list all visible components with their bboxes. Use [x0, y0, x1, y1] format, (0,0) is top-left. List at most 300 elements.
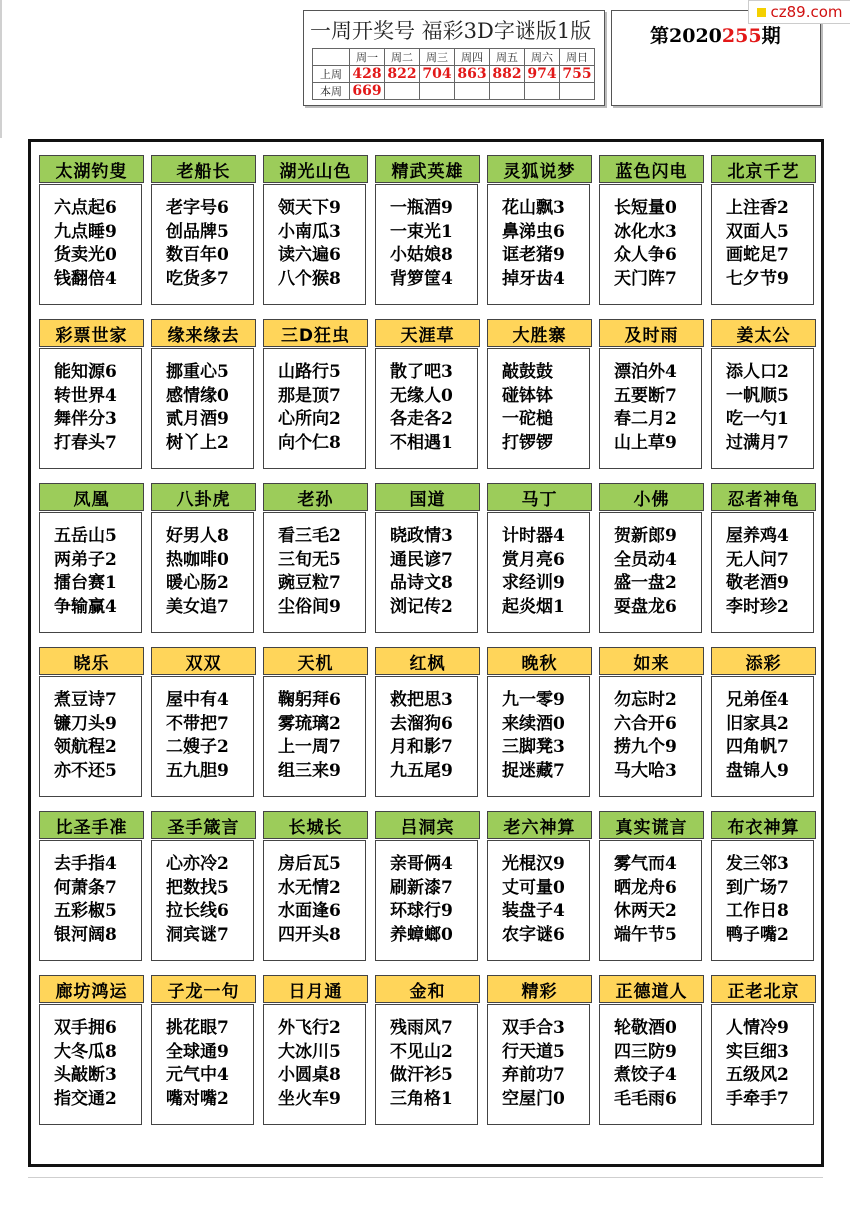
riddle-line: 不相遇1 [390, 432, 453, 453]
riddle-line: 弃前功7 [502, 1065, 565, 1085]
corner-cell [313, 49, 350, 66]
draw-number: 863 [455, 66, 490, 83]
riddle-line: 好男人8 [166, 526, 229, 546]
riddle-line: 能知源6 [54, 362, 117, 382]
riddle-line: 双面人5 [726, 221, 789, 242]
riddle-card [262, 645, 369, 799]
riddle-line: 吃货多7 [166, 268, 229, 289]
riddle-line: 五九胆9 [166, 760, 229, 781]
riddle-body [599, 840, 702, 961]
riddle-line: 九一零9 [502, 690, 565, 710]
riddle-line: 豌豆粒7 [278, 573, 341, 593]
riddle-line: 盘锦人9 [726, 760, 789, 781]
riddle-line: 九五尾9 [390, 760, 453, 781]
riddle-author: 大胜寨 [487, 319, 592, 347]
riddle-card [38, 809, 145, 963]
riddle-body [39, 512, 142, 633]
riddle-author: 正德道人 [599, 975, 704, 1003]
riddle-card [486, 973, 593, 1127]
riddle-line: 吃一勺1 [726, 409, 789, 429]
riddle-line: 贺新郎9 [614, 526, 677, 546]
riddle-line: 组三来9 [278, 760, 341, 781]
riddle-author: 如来 [599, 647, 704, 675]
riddle-body [599, 676, 702, 797]
riddle-line: 双手拥6 [54, 1018, 117, 1038]
riddle-line: 掉牙齿4 [502, 268, 565, 289]
riddle-body [711, 512, 814, 633]
riddle-author: 金和 [375, 975, 480, 1003]
riddle-line: 六点起6 [54, 198, 117, 218]
riddle-line: 春二月2 [614, 409, 677, 429]
draw-number [455, 83, 490, 100]
riddle-line: 创品牌5 [166, 221, 229, 242]
riddle-body [263, 676, 366, 797]
riddle-body [375, 348, 478, 469]
riddle-card [262, 809, 369, 963]
draw-number [490, 83, 525, 100]
riddle-line: 全员动4 [614, 549, 677, 570]
riddle-line: 拉长线6 [166, 901, 229, 921]
riddle-line: 环球行9 [390, 901, 453, 921]
riddle-line: 银河阔8 [54, 924, 117, 945]
issue-id: 255 [721, 25, 762, 47]
riddle-line: 四三防9 [614, 1041, 677, 1062]
riddle-line: 天门阵7 [614, 268, 677, 289]
riddle-body [711, 676, 814, 797]
day-header: 周五 [490, 49, 525, 66]
riddle-line: 毛毛雨6 [614, 1088, 677, 1109]
riddle-author: 廊坊鸿运 [39, 975, 144, 1003]
riddle-line: 擂台赛1 [54, 573, 117, 593]
riddle-author: 老船长 [151, 155, 256, 183]
riddle-card [374, 481, 481, 635]
riddle-line: 五要断7 [614, 385, 677, 406]
riddle-card [38, 645, 145, 799]
riddle-card [598, 481, 705, 635]
riddle-line: 货卖光0 [54, 245, 117, 265]
riddle-author: 姜太公 [711, 319, 816, 347]
riddle-line: 领天下9 [278, 198, 341, 218]
riddle-line: 嘴对嘴2 [166, 1088, 229, 1109]
riddle-line: 马大哈3 [614, 760, 677, 781]
riddle-line: 一瓶酒9 [390, 198, 453, 218]
riddle-author: 天机 [263, 647, 368, 675]
riddle-line: 过满月7 [726, 432, 789, 453]
riddle-line: 读六遍6 [278, 245, 341, 265]
riddle-line: 山上草9 [614, 432, 677, 453]
day-header: 周一 [350, 49, 385, 66]
riddle-line: 浏记传2 [390, 596, 453, 617]
riddle-line: 刷新漆7 [390, 877, 453, 898]
riddle-line: 上一周7 [278, 737, 341, 757]
riddle-line: 挑花眼7 [166, 1018, 229, 1038]
riddle-line: 屋中有4 [166, 690, 229, 710]
riddle-line: 数百年0 [166, 245, 229, 265]
riddle-card [598, 973, 705, 1127]
riddle-body [151, 184, 254, 305]
riddle-body [375, 840, 478, 961]
riddle-line: 行天道5 [502, 1041, 565, 1062]
riddle-body [263, 1004, 366, 1125]
riddle-line: 五彩椒5 [54, 901, 117, 921]
riddle-line: 贰月酒9 [166, 409, 229, 429]
riddle-author: 老六神算 [487, 811, 592, 839]
riddle-line: 残雨风7 [390, 1018, 453, 1038]
logo-mark-icon [757, 8, 766, 17]
riddle-author: 布衣神算 [711, 811, 816, 839]
riddle-line: 鼻涕虫6 [502, 221, 565, 242]
riddle-line: 工作日8 [726, 901, 789, 921]
riddle-card [486, 317, 593, 471]
riddle-line: 晒龙舟6 [614, 877, 677, 898]
riddle-body [487, 348, 590, 469]
riddle-body [151, 1004, 254, 1125]
riddle-body [375, 1004, 478, 1125]
riddle-body [599, 184, 702, 305]
riddle-line: 五岳山5 [54, 526, 117, 546]
riddle-line: 起炎烟1 [502, 596, 565, 617]
riddle-line: 赏月亮6 [502, 549, 565, 570]
riddle-author: 灵狐说梦 [487, 155, 592, 183]
riddle-body [39, 348, 142, 469]
riddle-author: 双双 [151, 647, 256, 675]
riddle-line: 众人争6 [614, 245, 677, 265]
bottom-rule [28, 1177, 823, 1178]
weekday-row [313, 49, 595, 66]
riddle-line: 求经训9 [502, 573, 565, 593]
draw-number: 755 [560, 66, 595, 83]
riddle-body [599, 348, 702, 469]
riddle-line: 敬老酒9 [726, 573, 789, 593]
draw-number: 882 [490, 66, 525, 83]
riddle-line: 全球通9 [166, 1041, 229, 1062]
riddle-author: 北京千艺 [711, 155, 816, 183]
riddle-line: 感情缘0 [166, 385, 229, 406]
riddle-line: 小圆桌8 [278, 1065, 341, 1085]
riddle-card [150, 317, 257, 471]
riddle-card [262, 481, 369, 635]
riddle-card [486, 153, 593, 307]
riddle-card [598, 153, 705, 307]
riddle-line: 人情冷9 [726, 1018, 789, 1038]
riddle-line: 树丫上2 [166, 432, 229, 453]
riddle-line: 端午节5 [614, 924, 677, 945]
riddle-body [39, 184, 142, 305]
site-logo [748, 0, 850, 24]
riddle-author: 真实谎言 [599, 811, 704, 839]
riddle-line: 四角帆7 [726, 737, 789, 757]
riddle-line: 无缘人0 [390, 385, 453, 406]
riddle-line: 发三邻3 [726, 854, 789, 874]
riddle-line: 添人口2 [726, 362, 789, 382]
riddle-line: 装盘子4 [502, 901, 565, 921]
riddle-line: 指交通2 [54, 1088, 117, 1109]
riddle-line: 坐火车9 [278, 1088, 341, 1109]
riddle-author: 圣手箴言 [151, 811, 256, 839]
riddle-line: 来续酒0 [502, 713, 565, 734]
riddle-body [599, 512, 702, 633]
riddle-line: 鸭子嘴2 [726, 924, 789, 945]
riddle-line: 亲哥俩4 [390, 854, 453, 874]
riddle-board [28, 139, 824, 1167]
riddle-card [150, 809, 257, 963]
day-header: 周四 [455, 49, 490, 66]
logo-text: cz89.com [770, 3, 843, 21]
riddle-line: 三角格1 [390, 1088, 453, 1109]
riddle-line: 不见山2 [390, 1041, 453, 1062]
riddle-line: 四开头8 [278, 924, 341, 945]
riddle-line: 不带把7 [166, 713, 229, 734]
riddle-line: 晓政情3 [390, 526, 453, 546]
riddle-line: 救把思3 [390, 690, 453, 710]
riddle-author: 长城长 [263, 811, 368, 839]
riddle-body [487, 512, 590, 633]
riddle-author: 正老北京 [711, 975, 816, 1003]
draw-number: 428 [350, 66, 385, 83]
riddle-line: 九点睡9 [54, 221, 117, 242]
draw-number: 822 [385, 66, 420, 83]
riddle-line: 各走各2 [390, 409, 453, 429]
weekly-draw-table [312, 48, 595, 100]
riddle-body [39, 1004, 142, 1125]
riddle-line: 争输赢4 [54, 596, 117, 617]
riddle-line: 山路行5 [278, 362, 341, 382]
riddle-line: 五级风2 [726, 1065, 789, 1085]
riddle-line: 小南瓜3 [278, 221, 341, 242]
riddle-card [598, 317, 705, 471]
riddle-line: 打春头7 [54, 432, 117, 453]
riddle-line: 雾琉璃2 [278, 713, 341, 734]
riddle-line: 轮敬酒0 [614, 1018, 677, 1038]
riddle-line: 舞伴分3 [54, 409, 117, 429]
draw-number [525, 83, 560, 100]
riddle-line: 洞宾谜7 [166, 924, 229, 945]
riddle-line: 七夕节9 [726, 268, 789, 289]
riddle-card [374, 973, 481, 1127]
riddle-line: 背箩筐4 [390, 268, 453, 289]
riddle-author: 及时雨 [599, 319, 704, 347]
riddle-card [486, 645, 593, 799]
riddle-line: 花山飘3 [502, 198, 565, 218]
riddle-line: 亦不还5 [54, 760, 117, 781]
issue-suffix: 期 [761, 25, 781, 47]
riddle-line: 暖心肠2 [166, 573, 229, 593]
riddle-line: 旧家具2 [726, 713, 789, 734]
draw-number [385, 83, 420, 100]
riddle-card [150, 153, 257, 307]
riddle-line: 一束光1 [390, 221, 453, 242]
riddle-author: 晚秋 [487, 647, 592, 675]
riddle-author: 日月通 [263, 975, 368, 1003]
riddle-line: 热咖啡0 [166, 549, 229, 570]
riddle-card [262, 153, 369, 307]
page-title: 一周开奖号 福彩3D字谜版1版 [310, 19, 592, 43]
riddle-line: 头敲断3 [54, 1065, 117, 1085]
riddle-line: 看三毛2 [278, 526, 341, 546]
riddle-author: 晓乐 [39, 647, 144, 675]
riddle-line: 雾气而4 [614, 854, 677, 874]
riddle-body [711, 184, 814, 305]
riddle-body [151, 348, 254, 469]
riddle-author: 国道 [375, 483, 480, 511]
riddle-line: 老字号6 [166, 198, 229, 218]
riddle-line: 无人问7 [726, 549, 789, 570]
this-week-label: 本周 [313, 83, 350, 100]
riddle-line: 捞九个9 [614, 737, 677, 757]
riddle-card [38, 481, 145, 635]
riddle-line: 兄弟侄4 [726, 690, 789, 710]
riddle-line: 上注香2 [726, 198, 789, 218]
draw-number [420, 83, 455, 100]
riddle-line: 八个猴8 [278, 268, 341, 289]
riddle-line: 实巨细3 [726, 1041, 789, 1062]
riddle-line: 勿忘时2 [614, 690, 677, 710]
riddle-line: 大冬瓜8 [54, 1041, 117, 1062]
riddle-line: 小姑娘8 [390, 245, 453, 265]
riddle-author: 添彩 [711, 647, 816, 675]
riddle-card [710, 645, 817, 799]
riddle-line: 一帆顺5 [726, 385, 789, 406]
riddle-author: 马丁 [487, 483, 592, 511]
riddle-body [263, 348, 366, 469]
riddle-card [486, 481, 593, 635]
riddle-card [710, 317, 817, 471]
riddle-body [487, 676, 590, 797]
riddle-line: 李时珍2 [726, 596, 789, 617]
riddle-line: 二嫂子2 [166, 737, 229, 757]
riddle-card [38, 153, 145, 307]
riddle-card [598, 645, 705, 799]
riddle-card [374, 809, 481, 963]
riddle-author: 精武英雄 [375, 155, 480, 183]
riddle-author: 小佛 [599, 483, 704, 511]
riddle-line: 光棍汉9 [502, 854, 565, 874]
riddle-line: 美女追7 [166, 596, 229, 617]
riddle-line: 通民谚7 [390, 549, 453, 570]
riddle-line: 心亦冷2 [166, 854, 229, 874]
riddle-card [710, 481, 817, 635]
riddle-line: 挪重心5 [166, 362, 229, 382]
day-header: 周日 [560, 49, 595, 66]
riddle-card [262, 317, 369, 471]
riddle-line: 房后瓦5 [278, 854, 341, 874]
riddle-line: 心所向2 [278, 409, 341, 429]
riddle-line: 手牵手7 [726, 1088, 789, 1109]
riddle-line: 月和影7 [390, 737, 453, 757]
riddle-line: 养蟑螂0 [390, 924, 453, 945]
riddle-card [150, 481, 257, 635]
riddle-line: 煮豆诗7 [54, 690, 117, 710]
weekly-draw-panel [303, 10, 605, 106]
riddle-author: 精彩 [487, 975, 592, 1003]
riddle-line: 镰刀头9 [54, 713, 117, 734]
riddle-body [263, 840, 366, 961]
riddle-line: 水无情2 [278, 877, 341, 898]
issue-panel [611, 10, 821, 106]
riddle-body [39, 676, 142, 797]
riddle-card [598, 809, 705, 963]
issue-prefix: 第2020 [650, 25, 722, 47]
riddle-line: 尘俗间9 [278, 596, 341, 617]
riddle-line: 做汗衫5 [390, 1065, 453, 1085]
last-week-row [313, 66, 595, 83]
riddle-body [263, 512, 366, 633]
riddle-body [375, 512, 478, 633]
riddle-card [374, 317, 481, 471]
riddle-line: 去手指4 [54, 854, 117, 874]
riddle-line: 休两天2 [614, 901, 677, 921]
riddle-line: 到广场7 [726, 877, 789, 898]
riddle-author: 凤凰 [39, 483, 144, 511]
riddle-author: 比圣手准 [39, 811, 144, 839]
riddle-line: 双手合3 [502, 1018, 565, 1038]
riddle-line: 诓老猪9 [502, 245, 565, 265]
riddle-body [711, 1004, 814, 1125]
riddle-body [375, 676, 478, 797]
riddle-body [711, 348, 814, 469]
riddle-author: 红枫 [375, 647, 480, 675]
riddle-body [375, 184, 478, 305]
draw-number [560, 83, 595, 100]
draw-number: 974 [525, 66, 560, 83]
riddle-line: 空屋门0 [502, 1088, 565, 1109]
this-week-row [313, 83, 595, 100]
riddle-line: 捉迷藏7 [502, 760, 565, 781]
riddle-line: 碰钵钵 [502, 385, 553, 406]
riddle-line: 领航程2 [54, 737, 117, 757]
riddle-author: 彩票世家 [39, 319, 144, 347]
riddle-author: 湖光山色 [263, 155, 368, 183]
day-header: 周三 [420, 49, 455, 66]
riddle-line: 煮饺子4 [614, 1065, 677, 1085]
riddle-card [262, 973, 369, 1127]
riddle-line: 去溜狗6 [390, 713, 453, 734]
riddle-card [374, 153, 481, 307]
riddle-line: 钱翻倍4 [54, 268, 117, 289]
riddle-line: 大冰川5 [278, 1041, 341, 1062]
riddle-line: 向个仁8 [278, 432, 341, 453]
riddle-author: 忍者神龟 [711, 483, 816, 511]
riddle-author: 蓝色闪电 [599, 155, 704, 183]
riddle-body [39, 840, 142, 961]
riddle-card [486, 809, 593, 963]
riddle-card [38, 973, 145, 1127]
issue-number [650, 21, 781, 48]
riddle-body [487, 1004, 590, 1125]
riddle-line: 打锣锣 [502, 432, 553, 453]
last-week-label: 上周 [313, 66, 350, 83]
riddle-line: 冰化水3 [614, 221, 677, 242]
riddle-line: 转世界4 [54, 385, 117, 406]
riddle-body [263, 184, 366, 305]
riddle-grid [38, 153, 817, 1129]
riddle-card [374, 645, 481, 799]
riddle-body [711, 840, 814, 961]
left-edge-rule [0, 0, 2, 138]
riddle-author: 吕洞宾 [375, 811, 480, 839]
riddle-card [710, 973, 817, 1127]
riddle-line: 三脚凳3 [502, 737, 565, 757]
riddle-body [151, 676, 254, 797]
riddle-line: 散了吧3 [390, 362, 453, 382]
riddle-body [599, 1004, 702, 1125]
riddle-line: 丈可量0 [502, 877, 565, 898]
riddle-line: 水面逢6 [278, 901, 341, 921]
riddle-author: 子龙一句 [151, 975, 256, 1003]
riddle-line: 两弟子2 [54, 549, 117, 570]
riddle-line: 把数找5 [166, 877, 229, 898]
riddle-author: 天涯草 [375, 319, 480, 347]
